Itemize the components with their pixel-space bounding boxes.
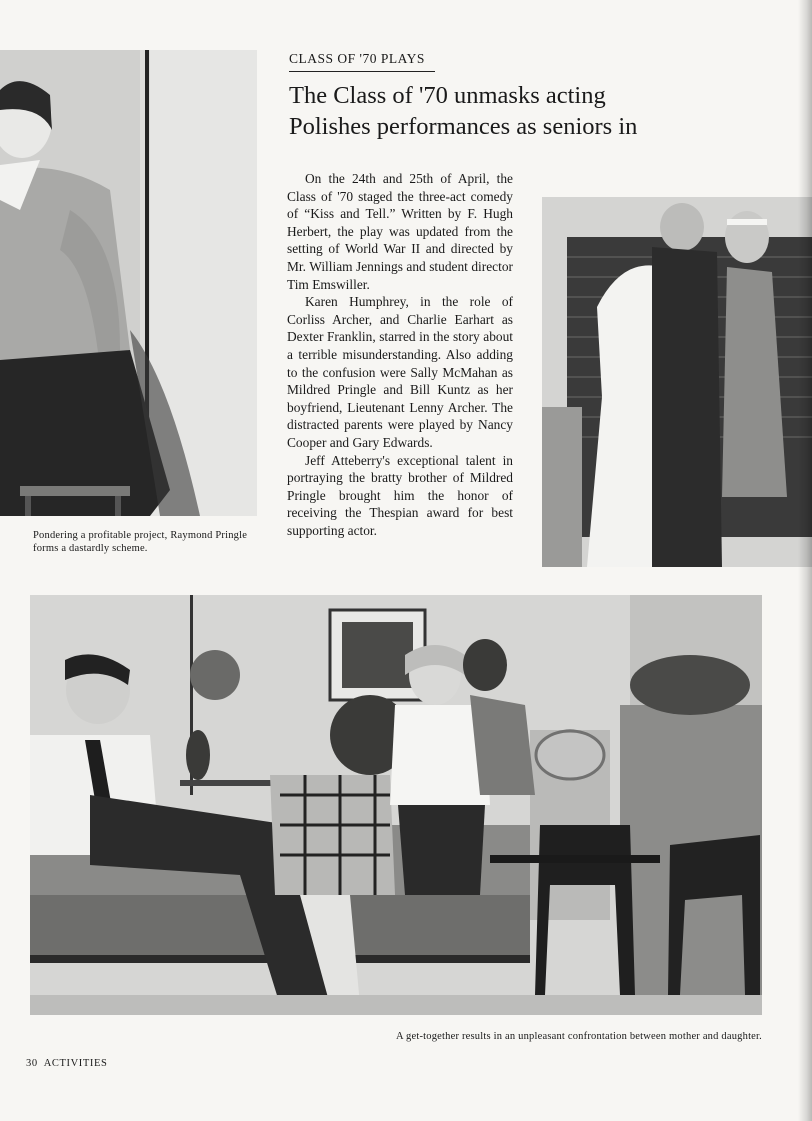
article-paragraph: On the 24th and 25th of April, the Class of '70 staged the three-act comedy of “Kiss and Tell.” Written by F. Hugh Herbert, the play was updated from the setting of World War II and directed by Mr. William Jennings and student director Tim Emswiller. bbox=[287, 171, 513, 292]
article-paragraph: Karen Humphrey, in the role of Corliss Archer, and Charlie Earhart as Dexter Franklin, starred in the story about a terrible misunderstanding. Also adding to the confusion were Sally McMahan as Mildred Pringle and Bill Kuntz as her boyfriend, Lieutenant Lenny Archer. The distracted parents were played by Nancy Cooper and Gary Edwards. bbox=[287, 294, 513, 450]
article-paragraph: Jeff Atteberry's exceptional talent in portraying the bratty brother of Mildred Pringle brought him the honor of receiving the Thespian award for best supporting actor. bbox=[287, 452, 513, 538]
photo-seated-student bbox=[0, 50, 257, 516]
page-folio bbox=[26, 1058, 113, 1069]
headline bbox=[289, 80, 789, 142]
caption-bottom: A get-together results in an unpleasant confrontation between mother and daughter. bbox=[395, 1031, 762, 1042]
page-number: 30 bbox=[26, 1058, 38, 1069]
page-edge-shadow bbox=[798, 0, 812, 1121]
section-label: CLASS OF '70 PLAYS bbox=[289, 51, 435, 72]
photo-living-room-scene bbox=[30, 595, 762, 1015]
article-body bbox=[287, 170, 513, 539]
photo-embracing-couple bbox=[542, 197, 812, 567]
folio-section: ACTIVITIES bbox=[43, 1058, 108, 1069]
headline-line-2: Polishes performances as seniors in bbox=[289, 113, 638, 140]
caption-top-left: Pondering a profitable project, Raymond Pringle forms a dastardly scheme. bbox=[33, 530, 248, 554]
headline-line-1: The Class of '70 unmasks acting bbox=[289, 82, 606, 109]
